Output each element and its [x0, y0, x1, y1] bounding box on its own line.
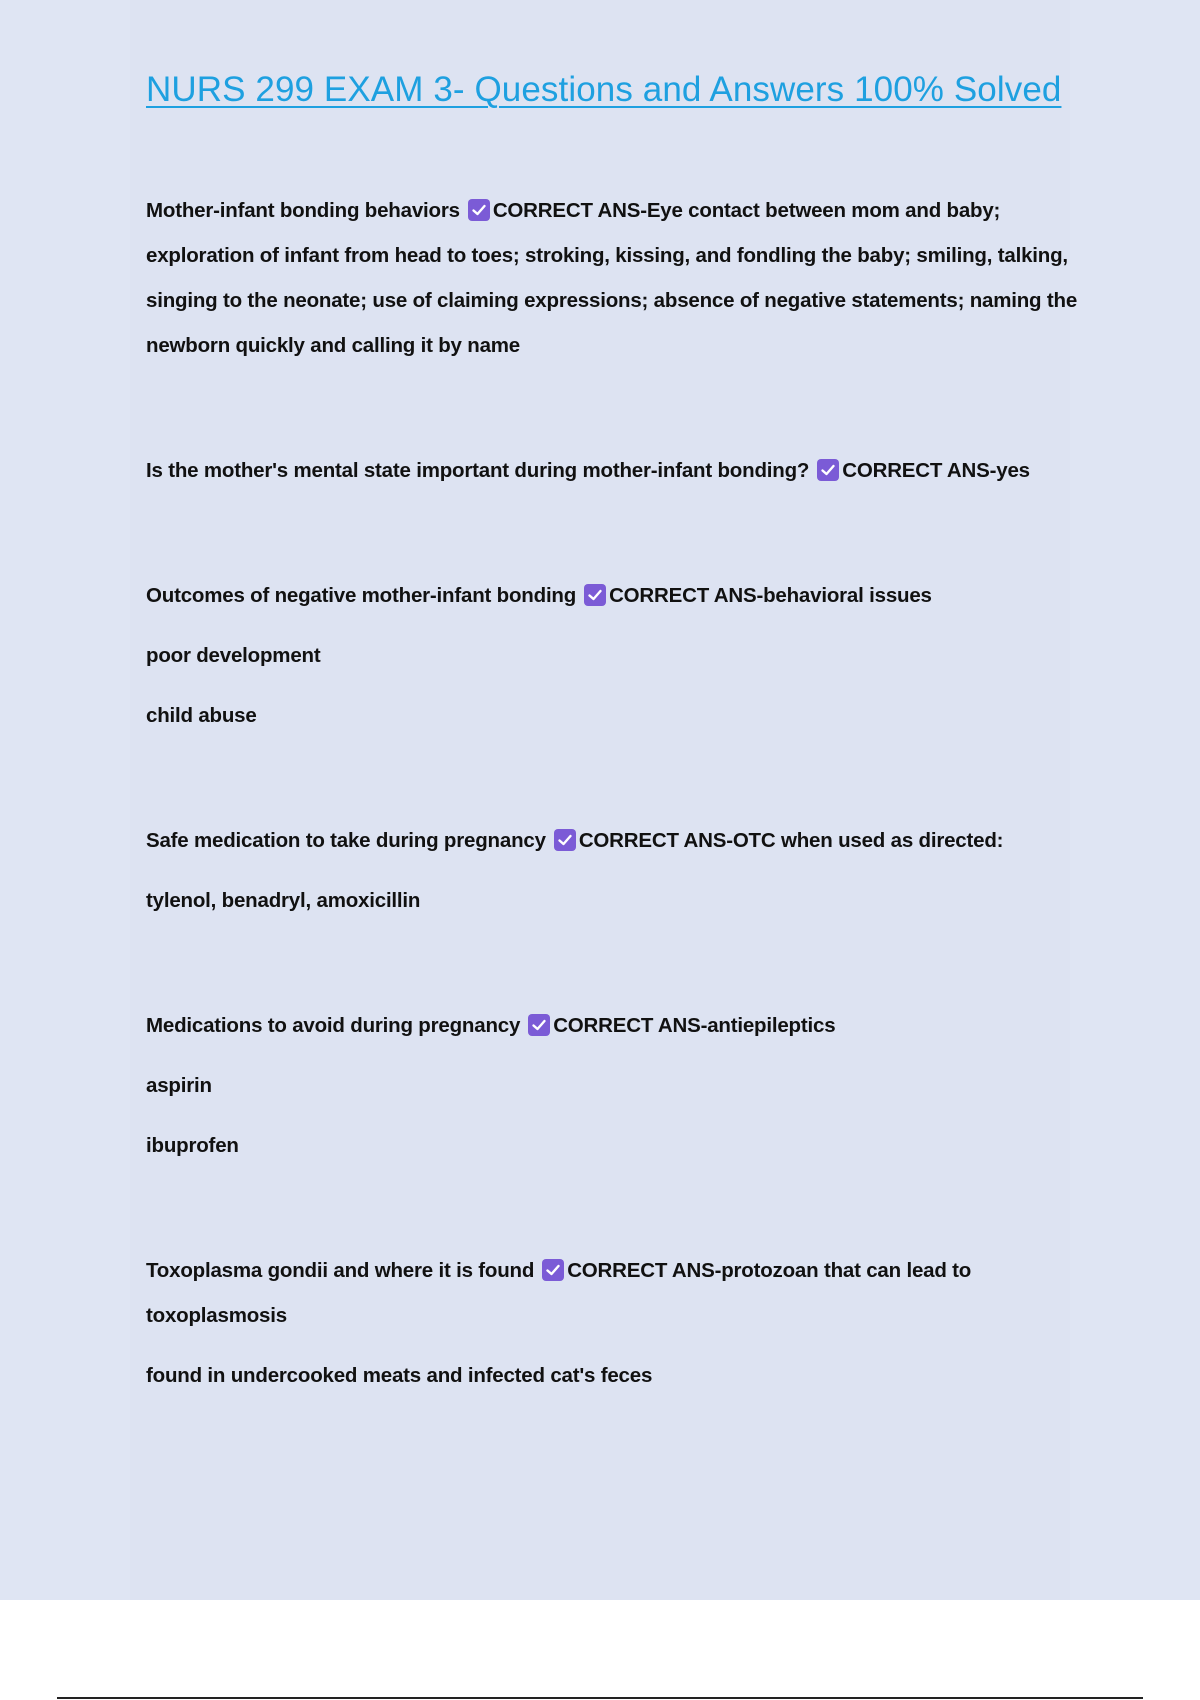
document-title: NURS 299 EXAM 3- Questions and Answers 100% Solved	[146, 70, 1062, 109]
answer-continuation: tylenol, benadryl, amoxicillin	[146, 889, 421, 912]
qa-list	[146, 188, 1086, 1398]
checkbox-checked-icon	[584, 584, 606, 606]
question-text: Outcomes of negative mother-infant bonding	[146, 584, 577, 607]
qa-main-line	[146, 818, 1086, 863]
answer-continuation: aspirin	[146, 1074, 212, 1097]
answer-text: CORRECT ANS-behavioral issues	[609, 584, 932, 607]
qa-main-line	[146, 188, 1086, 368]
checkbox-checked-icon	[542, 1259, 564, 1281]
answer-text: CORRECT ANS-Eye contact between mom and baby; exploration of infant from head to toes; stroking, kissing, and fondling the baby; smiling, talking, singing to the neonate; use of claiming expressions; absence of negative statements; naming the newborn quickly and calling it by name	[146, 199, 1078, 357]
qa-main-line	[146, 1248, 1086, 1338]
checkbox-checked-icon	[528, 1014, 550, 1036]
answer-text: CORRECT ANS-yes	[842, 459, 1030, 482]
document-content	[146, 70, 1086, 1398]
qa-item-bonding-behaviors	[146, 188, 1086, 368]
qa-item-mental-state	[146, 448, 1086, 493]
qa-main-line	[146, 573, 1086, 618]
answer-text: CORRECT ANS-OTC when used as directed:	[578, 829, 1004, 852]
answer-continuation: poor development	[146, 644, 321, 667]
qa-item-toxoplasma	[146, 1248, 1086, 1398]
qa-main-line	[146, 1003, 1086, 1048]
question-text: Medications to avoid during pregnancy	[146, 1014, 521, 1037]
answer-text: CORRECT ANS-antiepileptics	[553, 1014, 836, 1037]
qa-item-safe-medication	[146, 818, 1086, 923]
question-text: Toxoplasma gondii and where it is found	[146, 1259, 535, 1282]
answer-continuation: found in undercooked meats and infected cat's feces	[146, 1364, 653, 1387]
answer-continuation: ibuprofen	[146, 1134, 239, 1157]
question-text: Mother-infant bonding behaviors	[146, 199, 460, 222]
answer-text: CORRECT ANS-protozoan that can lead to toxoplasmosis	[146, 1259, 972, 1327]
question-text: Is the mother's mental state important during mother-infant bonding?	[146, 459, 810, 482]
checkbox-checked-icon	[817, 459, 839, 481]
qa-item-negative-bonding	[146, 573, 1086, 738]
question-text: Safe medication to take during pregnancy	[146, 829, 546, 852]
checkbox-checked-icon	[468, 199, 490, 221]
qa-item-avoid-medications	[146, 1003, 1086, 1168]
answer-continuation: child abuse	[146, 704, 257, 727]
qa-main-line	[146, 448, 1086, 493]
checkbox-checked-icon	[554, 829, 576, 851]
footer-divider	[57, 1697, 1143, 1699]
